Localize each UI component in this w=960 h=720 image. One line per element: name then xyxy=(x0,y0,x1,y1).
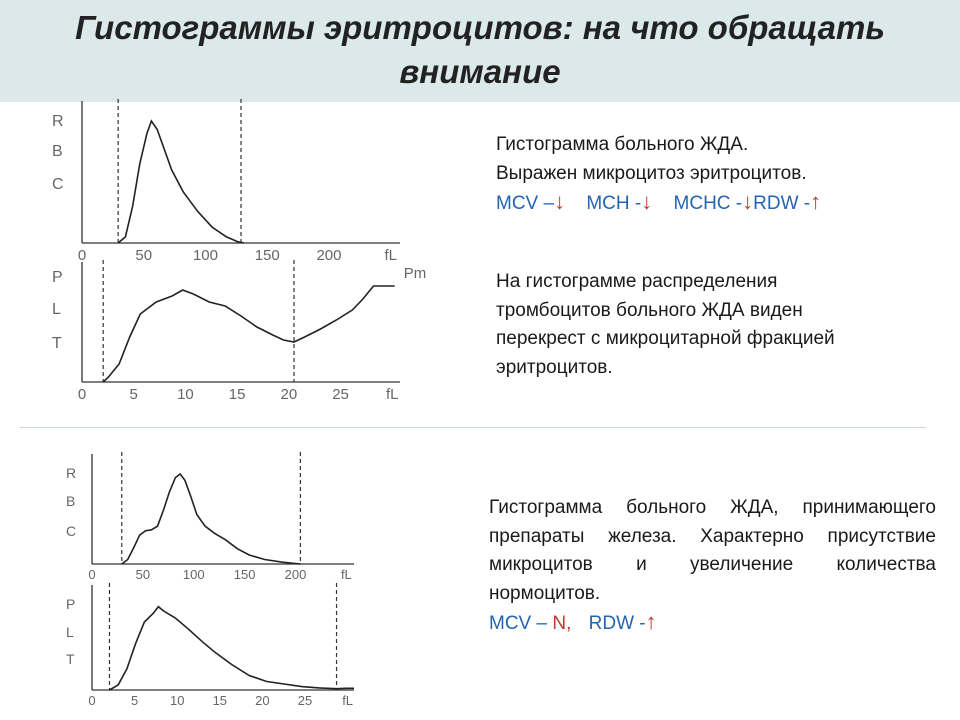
tick-label: 25 xyxy=(332,386,349,403)
tick-label: 25 xyxy=(297,693,313,708)
mch-label: MCH - xyxy=(586,193,642,214)
mcv-label: MCV – xyxy=(489,613,548,634)
arrow-down-icon: ↓ xyxy=(742,189,754,214)
tick-label: 15 xyxy=(212,693,228,708)
axis-letter: P xyxy=(52,269,63,286)
normal-label: N, xyxy=(552,613,572,634)
tick-label: 0 xyxy=(88,567,96,582)
threshold-label: Pm xyxy=(403,265,427,282)
description-rbc-2 xyxy=(489,494,936,639)
axis-letter: B xyxy=(52,143,63,160)
tick-label: 50 xyxy=(135,247,153,264)
description-rbc-1 xyxy=(496,131,936,219)
tick-label: 0 xyxy=(88,693,96,708)
tick-label: fL xyxy=(384,247,397,264)
tick-label: 100 xyxy=(192,247,219,264)
tick-label: 150 xyxy=(254,247,280,264)
desc3-text: Гистограмма больного ЖДА, принимающего препараты железа. Характерно присутствие микроцитов и увеличение количества нормоцитов. xyxy=(489,497,936,604)
tick-label: 50 xyxy=(135,567,151,582)
axis-letter: C xyxy=(52,176,64,193)
desc1-line2: Выражен микроцитоз эритроцитов. xyxy=(496,162,807,184)
desc3-indices xyxy=(489,608,936,639)
axis-letter: T xyxy=(52,335,62,352)
tick-label: 10 xyxy=(169,693,185,708)
tick-label: 100 xyxy=(182,567,205,582)
rdw-label: RDW - xyxy=(753,193,811,214)
tick-label: 10 xyxy=(177,386,194,403)
page-title: Гистограммы эритроцитов: на что обращать внимание xyxy=(75,9,885,90)
arrow-up-icon: ↑ xyxy=(645,609,657,634)
axis-letter: B xyxy=(66,493,76,509)
tick-label: 200 xyxy=(284,567,307,582)
section-divider xyxy=(20,427,926,428)
axis-letter: R xyxy=(52,113,64,130)
axis-letter: R xyxy=(66,465,77,481)
mcv-label: MCV – xyxy=(496,193,555,214)
desc2-text: На гистограмме распределения тромбоцитов больного ЖДА виден перекрест с микроцитарной фракцией эритроцитов. xyxy=(496,271,835,378)
tick-label: 200 xyxy=(316,247,342,264)
tick-label: 0 xyxy=(77,247,87,264)
rdw-label: RDW - xyxy=(588,613,646,634)
arrow-down-icon: ↓ xyxy=(554,189,566,214)
tick-label: 150 xyxy=(233,567,256,582)
tick-label: 0 xyxy=(77,386,87,403)
mchc-label: MCHC - xyxy=(673,193,743,214)
tick-label: 5 xyxy=(129,386,138,403)
tick-label: 15 xyxy=(228,386,246,403)
tick-label: 20 xyxy=(280,386,298,403)
tick-label: fL xyxy=(342,693,354,708)
tick-label: 20 xyxy=(255,693,270,708)
arrow-up-icon: ↑ xyxy=(810,189,822,214)
axis-letter: C xyxy=(66,523,77,539)
axis-letter: L xyxy=(52,301,61,318)
axis-letter: T xyxy=(66,651,75,667)
tick-label: fL xyxy=(385,386,399,403)
description-plt-1 xyxy=(496,268,876,382)
tick-label: 5 xyxy=(130,693,139,708)
axis-letter: P xyxy=(66,596,76,612)
desc1-line1: Гистограмма больного ЖДА. xyxy=(496,134,749,155)
axis-letter: L xyxy=(66,624,74,640)
arrow-down-icon: ↓ xyxy=(641,189,653,214)
distribution-curve xyxy=(110,607,355,690)
desc1-indices xyxy=(496,188,936,219)
tick-label: fL xyxy=(340,567,352,582)
